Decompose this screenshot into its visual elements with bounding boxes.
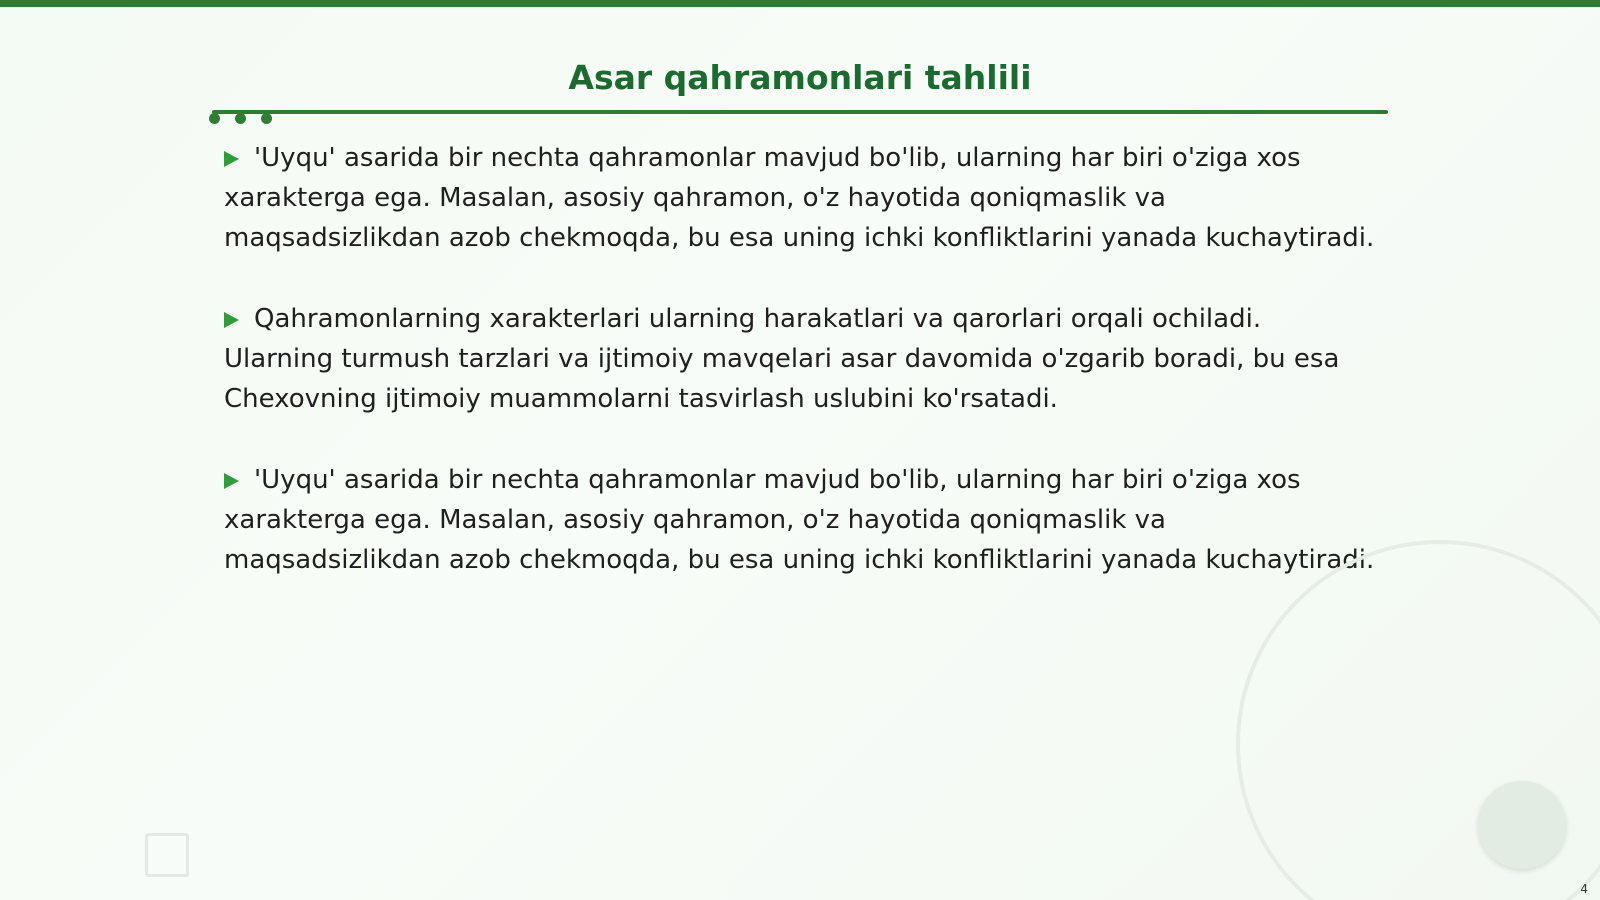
top-accent-bar (0, 0, 1600, 7)
triangle-right-icon (224, 151, 239, 167)
bullet-text: 'Uyqu' asarida bir nechta qahramonlar mavjud bo'lib, ularning har biri o'ziga xos xarakterga ega. Masalan, asosiy qahramon, o'z hayotida qoniqmaslik va maqsadsizlikdan azob chekmoqda, bu esa uning ichki konfliktlarini yanada kuchaytiradi. (224, 465, 1375, 575)
slide-title: Asar qahramonlari tahlili (568, 58, 1032, 97)
decorative-dot (235, 113, 246, 124)
title-underline (212, 110, 1388, 114)
bullet-text: 'Uyqu' asarida bir nechta qahramonlar mavjud bo'lib, ularning har biri o'ziga xos xarakterga ega. Masalan, asosiy qahramon, o'z hayotida qoniqmaslik va maqsadsizlikdan azob chekmoqda, bu esa uning ichki konfliktlarini yanada kuchaytiradi. (224, 143, 1375, 253)
bullet-text: Qahramonlarning xarakterlari ularning harakatlari va qarorlari orqali ochiladi. Ularning turmush tarzlari va ijtimoiy mavqelari asar davomida o'zgarib boradi, bu esa Chexovning ijtimoiy muammolarni tasvirlash uslubini ko'rsatadi. (224, 304, 1340, 414)
triangle-right-icon (224, 312, 239, 328)
bullet-item (224, 460, 1376, 580)
bullet-item (224, 138, 1376, 258)
page-number: 4 (1580, 882, 1588, 896)
bullet-item (224, 299, 1376, 419)
decorative-dot (209, 113, 220, 124)
bullet-list (224, 138, 1376, 621)
decorative-circle (1478, 781, 1566, 869)
decorative-dot (261, 113, 272, 124)
triangle-right-icon (224, 473, 239, 489)
decorative-square (145, 833, 189, 877)
